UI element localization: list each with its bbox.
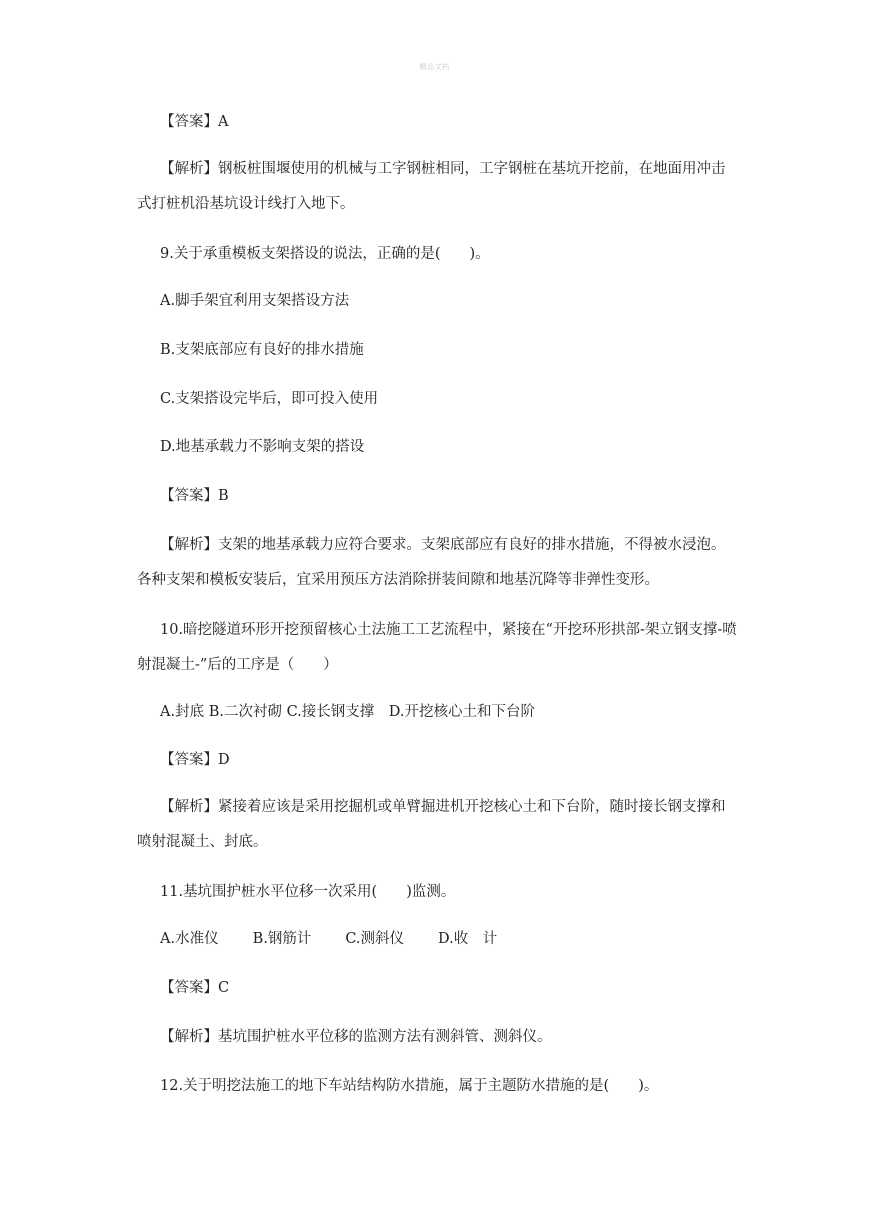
question-9-option-a: A.脚手架宜利用支架搭设方法 xyxy=(160,293,350,309)
question-12: 12.关于明挖法施工的地下车站结构防水措施，属于主题防水措施的是( )。 xyxy=(160,1078,659,1094)
explanation-10: 【解析】紧接着应该是采用挖掘机或单臂掘进机开挖核心土和下台阶，随时接长钢支撑和喷射混凝土、封底。 xyxy=(137,799,726,850)
question-11-options xyxy=(160,930,497,948)
question-10: 10.暗挖隧道环形开挖预留核心土法施工工艺流程中，紧接在“开挖环形拱部-架立钢支撑-喷射混凝土-”后的工序是（ ） xyxy=(137,622,737,673)
explanation-9: 【解析】支架的地基承载力应符合要求。支架底部应有良好的排水措施，不得被水浸泡。各种支架和模板安装后，宜采用预压方法消除拼装间隙和地基沉降等非弹性变形。 xyxy=(137,537,726,588)
question-9-option-c: C.支架搭设完毕后，即可投入使用 xyxy=(160,391,379,407)
question-11-option-a: A.水准仪 xyxy=(160,931,219,947)
answer-11: 【答案】C xyxy=(160,980,230,996)
explanation-8: 【解析】钢板桩围堰使用的机械与工字钢桩相同，工字钢桩在基坑开挖前，在地面用冲击式打桩机沿基坑设计线打入地下。 xyxy=(137,161,726,212)
explanation-11: 【解析】基坑围护桩水平位移的监测方法有测斜管、测斜仪。 xyxy=(160,1029,552,1045)
question-9: 9.关于承重模板支架搭设的说法，正确的是( )。 xyxy=(160,246,490,262)
header-watermark: 精品文档 xyxy=(419,63,450,71)
question-11-option-b: B.钢筋计 xyxy=(252,931,312,947)
question-9-option-b: B.支架底部应有良好的排水措施 xyxy=(160,342,364,358)
answer-10: 【答案】D xyxy=(160,752,230,768)
question-11-option-c: C.测斜仪 xyxy=(345,931,405,947)
question-9-option-d: D.地基承载力不影响支架的搭设 xyxy=(160,439,365,455)
question-10-options: A.封底 B.二次衬砌 C.接长钢支撑 D.开挖核心土和下台阶 xyxy=(160,704,535,720)
answer-9: 【答案】B xyxy=(160,488,229,504)
question-11: 11.基坑围护桩水平位移一次采用( )监测。 xyxy=(160,884,456,900)
question-11-option-d: D.收 计 xyxy=(438,931,498,947)
answer-8: 【答案】A xyxy=(160,114,229,130)
